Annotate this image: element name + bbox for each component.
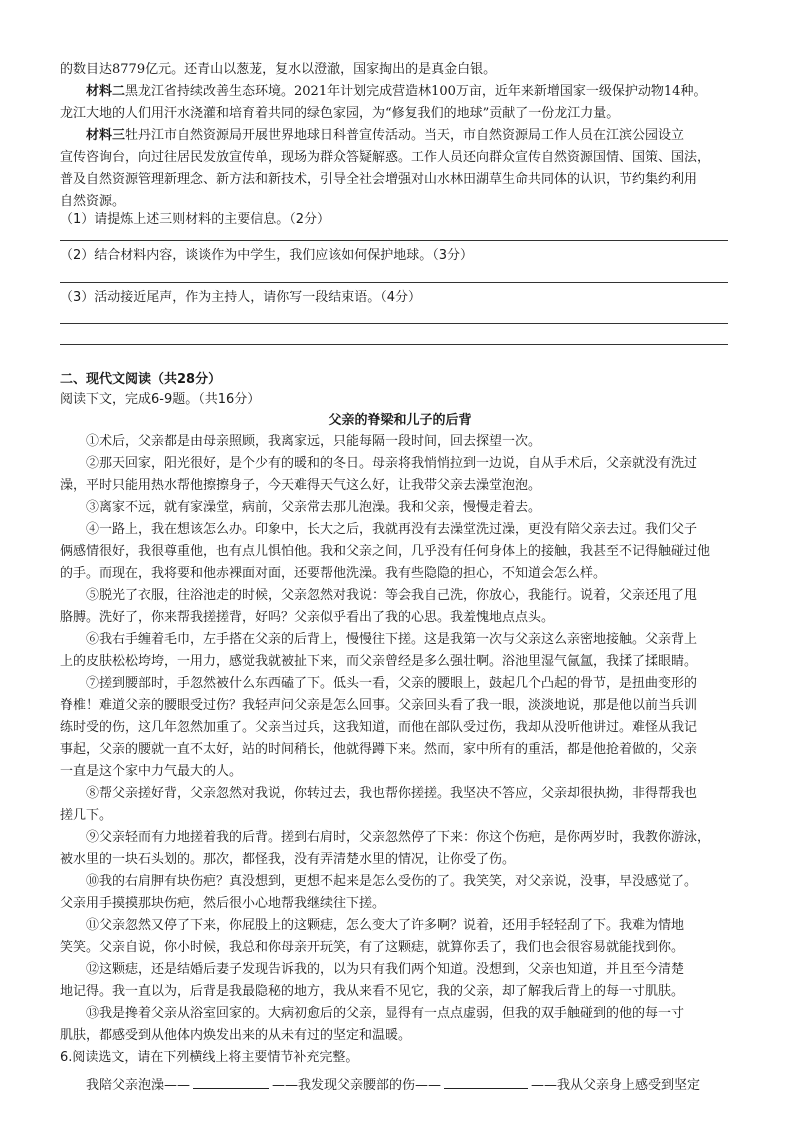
answer-line-1[interactable] [60, 240, 728, 241]
article-line: 上的皮肤松松垮垮，一用力，感觉我就被扯下来，而父亲曾经是多么强壮啊。浴池里湿气氤氲，我揉了揉眼睛。 [60, 654, 698, 669]
article-line: 胳膊。洗好了，你来帮我搓搓背，好吗？父亲似乎看出了我的心思。我羞愧地点点头。 [60, 610, 555, 625]
q6-part-1: 我陪父亲泡澡—— [86, 1078, 191, 1093]
article-line: ⑤脱光了衣服，往浴池走的时候，父亲忽然对我说：等会我自己洗，你放心，我能行。说着，父亲还甩了甩 [86, 588, 698, 603]
article-line: 搓几下。 [60, 808, 113, 823]
material-three-line [86, 126, 740, 146]
question-6: 6.阅读选文，请在下列横线上将主要情节补充完整。 [60, 1050, 359, 1065]
article-line: ⑪父亲忽然又停了下来，你屁股上的这颗痣，怎么变大了许多啊？说着，还用手轻轻刮了下。我难为情地 [86, 918, 685, 933]
article-line: 练时受的伤，这几年忽然加重了。父亲当过兵，这我知道，而他在部队受过伤，我却从没听他讲过。难怪从我记 [60, 720, 698, 735]
article-line: ⑦搓到腰部时，手忽然被什么东西磕了下。低头一看，父亲的腰眼上，鼓起几个凸起的骨节，是扭曲变形的 [86, 676, 698, 691]
section-instruction: 阅读下文，完成6-9题。（共16分） [60, 392, 261, 407]
section-heading: 二、现代文阅读（共28分） [60, 372, 222, 387]
material-three-label: 材料三 [86, 128, 126, 143]
material-one-tail: 的数目达8779亿元。还青山以葱茏，复水以澄澈，国家掏出的是真金白银。 [60, 62, 497, 77]
article-line: ⑫这颗痣，还是结婚后妻子发现告诉我的，以为只有我们两个知道。没想到，父亲也知道，并且至今清楚 [86, 962, 685, 977]
answer-line-3[interactable] [60, 323, 728, 324]
material-three-text: 牡丹江市自然资源局开展世界地球日科普宣传活动。当天，市自然资源局工作人员在江滨公园设立 [125, 128, 685, 143]
article-line: ①术后，父亲都是由母亲照顾，我离家远，只能每隔一段时间，回去探望一次。 [86, 434, 542, 449]
material-two-label: 材料二 [86, 84, 126, 99]
article-line: ⑨父亲轻而有力地搓着我的后背。搓到右肩时，父亲忽然停了下来：你这个伤疤，是你两岁时，我教你游泳， [86, 830, 711, 845]
q6-blank-2[interactable] [444, 1074, 528, 1089]
question-3: （3）活动接近尾声，作为主持人，请你写一段结束语。（4分） [60, 290, 422, 305]
article-line: 肌肤，都感受到从他体内焕发出来的从未有过的坚定和温暖。 [60, 1028, 412, 1043]
q6-part-3: ——我从父亲身上感受到坚定 [531, 1078, 701, 1093]
article-line: 一直是这个家中力气最大的人。 [60, 764, 243, 779]
article-line: ⑧帮父亲搓好背，父亲忽然对我说，你转过去，我也帮你搓搓。我坚决不答应，父亲却很执拗，非得帮我也 [86, 786, 698, 801]
article-line: 脊椎！难道父亲的腰眼受过伤？我轻声问父亲是怎么回事。父亲回头看了我一眼，淡淡地说，那是他以前当兵训 [60, 698, 698, 713]
article-line: ②那天回家，阳光很好，是个少有的暖和的冬日。母亲将我悄悄拉到一边说，自从手术后，父亲就没有洗过 [86, 456, 698, 471]
article-line: ③离家不远，就有家澡堂，病前，父亲常去那儿泡澡。我和父亲，慢慢走着去。 [86, 500, 542, 515]
article-line: 地记得。我一直以为，后背是我最隐秘的地方，我从来看不见它，我的父亲，却了解我后背上的每一寸肌肤。 [60, 984, 685, 999]
answer-line-4[interactable] [60, 344, 728, 345]
article-line: 的手。而现在，我将要和他赤裸面对面，还要帮他洗澡。我有些隐隐的担心，不知道会怎么样。 [60, 566, 607, 581]
article-line: ⑬我是搀着父亲从浴室回家的。大病初愈后的父亲，显得有一点点虚弱，但我的双手触碰到的他的每一寸 [86, 1006, 685, 1021]
article-line: 笑笑。父亲自说，你小时候，我总和你母亲开玩笑，有了这颗痣，就算你丢了，我们也会很容易就能找到你。 [60, 940, 685, 955]
material-three-line-2: 宣传咨询台，向过往居民发放宣传单，现场为群众答疑解惑。工作人员还向群众宣传自然资源国情、国策、国法， [60, 150, 711, 165]
article-line: 澡，平时只能用热水帮他擦擦身子，今天难得天气这么好，让我带父亲去澡堂泡泡。 [60, 478, 542, 493]
article-line: 父亲用手摸摸那块伤疤，然后很小心地帮我继续往下搓。 [60, 896, 386, 911]
article-line: 事起，父亲的腰就一直不太好，站的时间稍长，他就得蹲下来。然而，家中所有的重活，都是他抢着做的，父亲 [60, 742, 698, 757]
article-line: 俩感情很好，我很尊重他，也有点儿惧怕他。我和父亲之间，几乎没有任何身体上的接触，我甚至不记得触碰过他 [60, 544, 711, 559]
article-line: ④一路上，我在想该怎么办。印象中，长大之后，我就再没有去澡堂洗过澡，更没有陪父亲去过。我们父子 [86, 522, 698, 537]
material-two-text: 黑龙江省持续改善生态环境。2021年计划完成营造林100万亩，近年来新增国家一级保护动物14种。 [125, 84, 707, 99]
answer-line-2[interactable] [60, 282, 728, 283]
question-2: （2）结合材料内容，谈谈作为中学生，我们应该如何保护地球。（3分） [60, 248, 474, 263]
material-three-line-3: 普及自然资源管理新理念、新方法和新技术，引导全社会增强对山水林田湖草生命共同体的认识，节约集约利用 [60, 172, 698, 187]
q6-part-2: ——我发现父亲腰部的伤—— [272, 1078, 442, 1093]
article-line: 被水里的一块石头划的。那次，都怪我，没有弄清楚水里的情况，让你受了伤。 [60, 852, 516, 867]
article-title: 父亲的脊梁和儿子的后背 [328, 413, 472, 428]
material-two-line [86, 82, 740, 102]
q6-blank-1[interactable] [193, 1074, 269, 1089]
article-line: ⑥我右手缠着毛巾，左手搭在父亲的后背上，慢慢往下搓。这是我第一次与父亲这么亲密地接触。父亲背上 [86, 632, 698, 647]
article-line: ⑩我的右肩胛有块伤疤？真没想到，更想不起来是怎么受伤的了。我笑笑，对父亲说，没事，早没感觉了。 [86, 874, 698, 889]
material-three-line-4: 自然资源。 [60, 194, 126, 209]
question-1: （1）请提炼上述三则材料的主要信息。（2分） [60, 212, 331, 227]
material-two-line-2: 龙江大地的人们用汗水浇灌和培育着共同的绿色家园，为“修复我们的地球”贡献了一份龙江力量。 [60, 106, 620, 121]
q6-plot-chain [86, 1074, 740, 1096]
